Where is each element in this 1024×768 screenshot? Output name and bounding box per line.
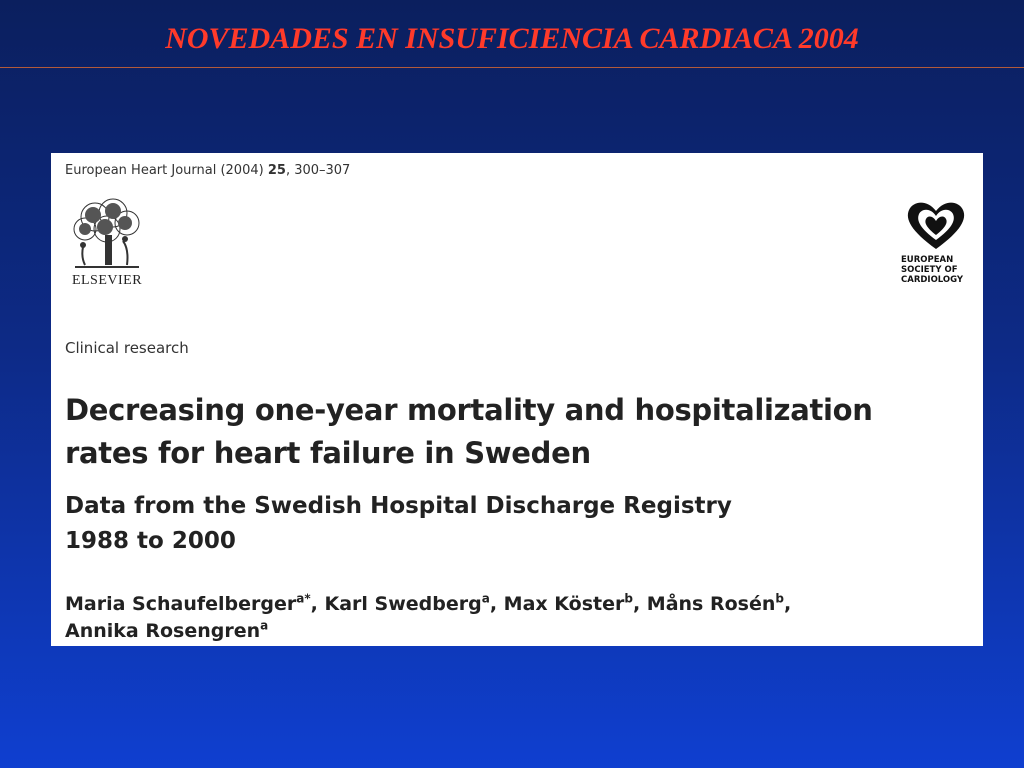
author-list: [65, 591, 965, 645]
paper-header-image: [51, 153, 983, 646]
article-title: Decreasing one-year mortality and hospitalization rates for heart failure in Sweden: [65, 393, 873, 470]
title-divider: [0, 67, 1024, 68]
author-affiliation-mark: a: [260, 618, 269, 633]
author-name: Max Köster: [503, 593, 625, 615]
author-separator: ,: [632, 593, 647, 615]
journal-citation: [65, 163, 350, 178]
article-subtitle: Data from the Swedish Hospital Discharge Registry 1988 to 2000: [65, 493, 732, 554]
author-separator: ,: [310, 593, 325, 615]
section-label: Clinical research: [65, 339, 189, 357]
author-affiliation-mark: a*: [296, 591, 311, 606]
elsevier-tree-icon: [65, 197, 149, 271]
heart-icon: [901, 197, 971, 253]
author-name: Karl Swedberg: [324, 593, 482, 615]
slide-title: NOVEDADES EN INSUFICIENCIA CARDIACA 2004: [165, 22, 859, 55]
journal-volume: 25: [267, 163, 286, 178]
author-line: [65, 591, 965, 618]
author-name: Annika Rosengren: [65, 620, 261, 642]
author-name: Maria Schaufelberger: [65, 593, 297, 615]
author-separator: ,: [783, 593, 792, 615]
journal-pages: , 300–307: [285, 163, 351, 178]
author-affiliation-mark: a: [481, 591, 490, 606]
esc-wordmark: EUROPEAN SOCIETY OF CARDIOLOGY: [901, 255, 964, 285]
author-name: Måns Rosén: [646, 593, 776, 615]
journal-name: European Heart Journal (2004): [65, 163, 264, 178]
author-line: [65, 618, 965, 645]
author-affiliation-mark: b: [775, 591, 784, 606]
author-affiliation-mark: b: [624, 591, 633, 606]
esc-logo: [901, 197, 971, 289]
elsevier-logo: [65, 197, 149, 289]
author-separator: ,: [489, 593, 504, 615]
elsevier-wordmark: ELSEVIER: [71, 273, 143, 288]
